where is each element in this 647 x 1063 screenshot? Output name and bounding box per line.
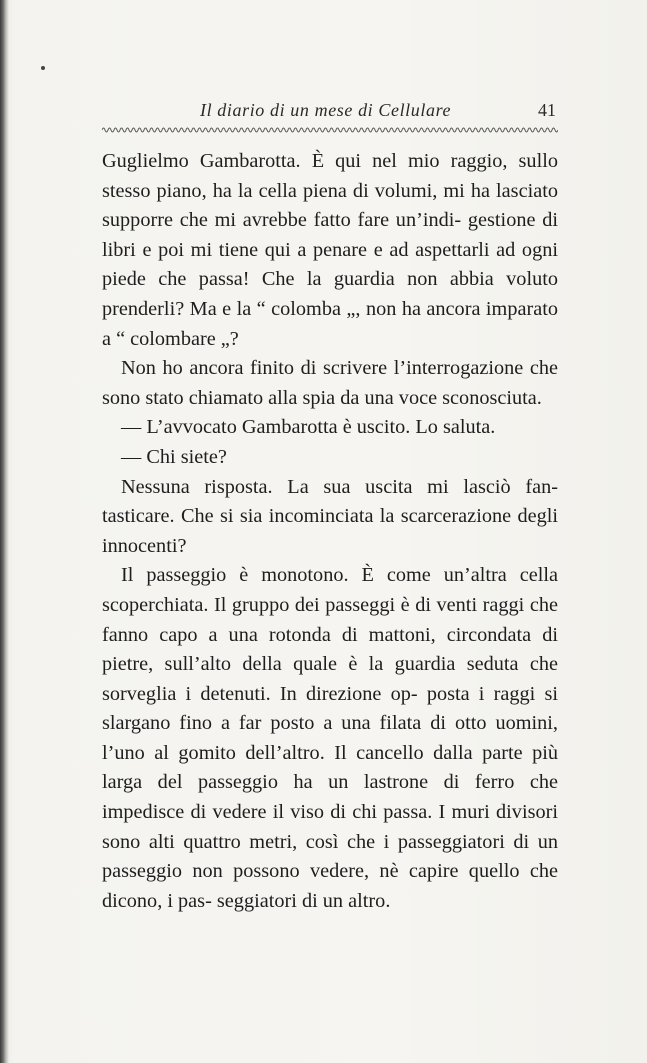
wavy-rule-ornament [102, 124, 558, 136]
running-title: Il diario di un mese di Cellulare [200, 100, 452, 120]
paragraph-5: Nessuna risposta. La sua uscita mi lasciò fan- tasticare. Che si sia incominciata la scarcerazione degli innocenti? [102, 475, 558, 557]
binding-edge [0, 0, 9, 1063]
body-text [102, 147, 558, 916]
paragraph-4: — Chi siete? [121, 445, 227, 468]
paragraph-6: Il passeggio è monotono. È come un’altra cella scoperchiata. Il gruppo dei passeggi è di venti raggi che fanno capo a una rotonda di mattoni, circondata di pietre, sull’alto della quale è la guardia seduta che sorveglia i detenuti. In direzione op- posta i raggi si slargano fino a far posto a una filata di otto uomini, l’uno al gomito dell’altro. Il cancello dalla parte più larga del passeggio ha un lastrone di ferro che impedisce di vedere il viso di chi passa. I muri divisori sono alti quattro metri, così che i passeggiatori di un passeggio non possono vedere, nè capire quello che dicono, i pas- seggiatori di un altro. [102, 564, 558, 912]
paragraph-3: — L’avvocato Gambarotta è uscito. Lo saluta. [121, 416, 496, 439]
ink-speck [41, 66, 45, 70]
page-number: 41 [538, 100, 556, 120]
paragraph-1: Guglielmo Gambarotta. È qui nel mio raggio, sullo stesso piano, ha la cella piena di volumi, mi ha lasciato supporre che mi avrebbe fatto fare un’indi- gestione di libri e poi mi tiene qui a penare e ad aspettarli ad ogni piede che passa! Che la guardia non abbia voluto prenderli? Ma e la “ colomba „, non ha ancora imparato a “ colombare „? [102, 150, 558, 350]
paragraph-2: Non ho ancora finito di scrivere l’interrogazione che sono stato chiamato alla spia da una voce sconosciuta. [102, 357, 558, 409]
